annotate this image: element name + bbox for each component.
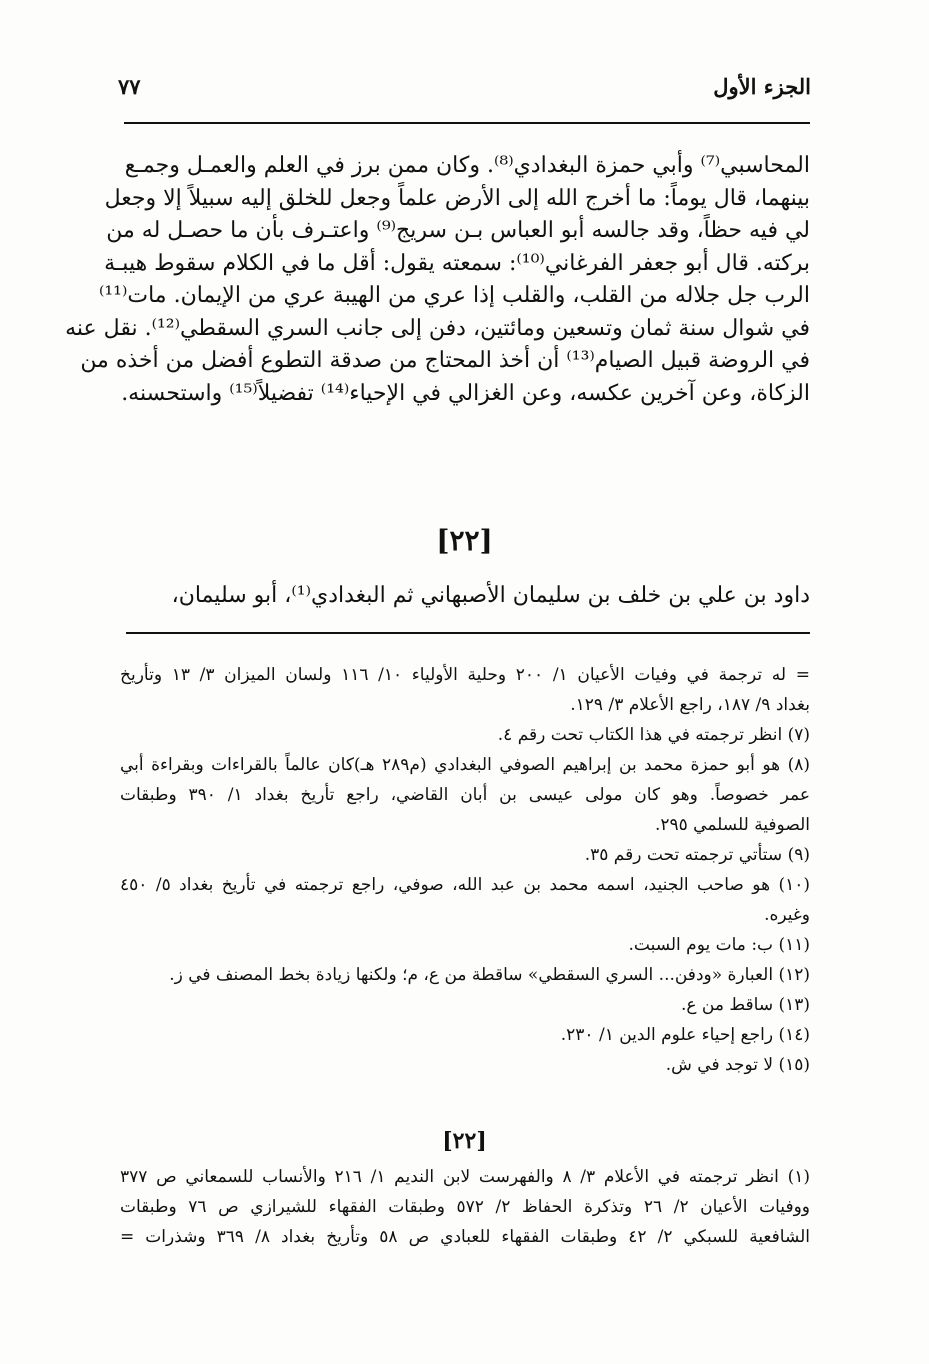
footnotes (120, 660, 810, 1080)
text-line: بركته. قال أبو جعفر الفرغاني⁽¹⁰⁾: سمعته يقول: أقل ما في الكلام سقوط هيبـة (104, 250, 810, 276)
text-line: الزكاة، وعن آخرين عكسه، وعن الغزالي في الإحياء⁽¹⁴⁾ تفضيلاً⁽¹⁵⁾ واستحسنه. (121, 380, 810, 406)
text-line: بينهما، قال يوماً: ما أخرج الله إلى الأرض علماً وجعل للخلق إليه سبيلاً إلا وجعل (104, 185, 810, 211)
text-line: في شوال سنة ثمان وتسعين ومائتين، دفن إلى جانب السري السقطي⁽¹²⁾. نقل عنه (65, 315, 810, 341)
footnote-entry-number: [٢٢] (442, 1128, 487, 1154)
footnote-rule (126, 632, 810, 634)
footnote-line: (١١) ب: مات يوم السبت. (628, 935, 810, 955)
entry-first-line: داود بن علي بن خلف بن سليمان الأصبهاني ثم البغدادي⁽¹⁾، أبو سليمان، (171, 583, 810, 608)
footnote-line: (٨) هو أبو حمزة محمد بن إبراهيم الصوفي البغدادي (م٢٨٩ هـ)كان عالماً بالقراءات وبقراءة أبي (120, 755, 811, 775)
footnote-line: (٩) ستأتي ترجمته تحت رقم ٣٥. (584, 845, 810, 865)
footnote-line: (١٠) هو صاحب الجنيد، اسمه محمد بن عبد الله، صوفي، راجع ترجمته في تأريخ بغداد ٥/ ٤٥٠ (120, 875, 810, 895)
footnote-line: (١٣) ساقط من ع. (680, 995, 810, 1015)
text-line: في الروضة قبيل الصيام⁽¹³⁾ أن أخذ المحتاج من صدقة التطوع أفضل من أخذه من (80, 348, 810, 373)
footnote-line: عمر خصوصاً. وهو كان مولى عيسى بن أبان القاضي، راجع تأريخ بغداد ١/ ٣٩٠ وطبقات (120, 785, 810, 805)
entry-footnotes (120, 1162, 810, 1252)
text-line: الرب جل جلاله من القلب، والقلب إذا عري من الهيبة عري من الإيمان. مات⁽¹¹⁾ (98, 283, 810, 308)
footnote-line: الشافعية للسبكي ٢/ ٤٢ وطبقات الفقهاء للعبادي ص ٥٨ وتأريخ بغداد ٨/ ٣٦٩ وشذرات = (120, 1227, 811, 1247)
footnote-line: وغيره. (764, 905, 810, 925)
running-head (118, 74, 811, 106)
footnote-line: (١) انظر ترجمته في الأعلام ٣/ ٨ والفهرست لابن النديم ١/ ٢١٦ والأنساب للسمعاني ص ٣٧٧ (120, 1167, 810, 1187)
main-text (65, 150, 810, 410)
header-rule (124, 122, 810, 124)
footnote-line: بغداد ٩/ ١٨٧، راجع الأعلام ٣/ ١٢٩. (570, 695, 810, 715)
footnote-line: (١٥) لا توجد في ش. (665, 1055, 810, 1075)
footnote-line: = له ترجمة في وفيات الأعيان ١/ ٢٠٠ وحلية الأولياء ١٠/ ١١٦ ولسان الميزان ٣/ ١٣ وتأريخ (120, 665, 810, 685)
footnote-line: (٧) انظر ترجمته في هذا الكتاب تحت رقم ٤. (497, 725, 810, 745)
running-title: الجزء الأول (713, 74, 811, 99)
text-line: لي فيه حظاً، وقد جالسه أبو العباس بـن سريج⁽⁹⁾ واعتـرف بأن ما حصـل له من (106, 218, 810, 243)
footnote-line: الصوفية للسلمي ٢٩٥. (654, 815, 810, 835)
footnote-line: ووفيات الأعيان ٢/ ٢٦ وتذكرة الحفاظ ٢/ ٥٧٢ وطبقات الفقهاء للشيرازي ص ٧٦ وطبقات (120, 1197, 810, 1217)
footnote-line: (١٤) راجع إحياء علوم الدين ١/ ٢٣٠. (560, 1025, 810, 1045)
text-line: المحاسبي⁽⁷⁾ وأبي حمزة البغدادي⁽⁸⁾. وكان ممن برز في العلم والعمـل وجمـع (124, 153, 810, 178)
entry-number: [٢٢] (436, 524, 493, 557)
footnote-line: (١٢) العبارة «ودفن... السري السقطي» ساقطة من ع، م؛ ولكنها زيادة بخط المصنف في ز. (169, 965, 810, 985)
page-number: ٧٧ (118, 74, 141, 99)
